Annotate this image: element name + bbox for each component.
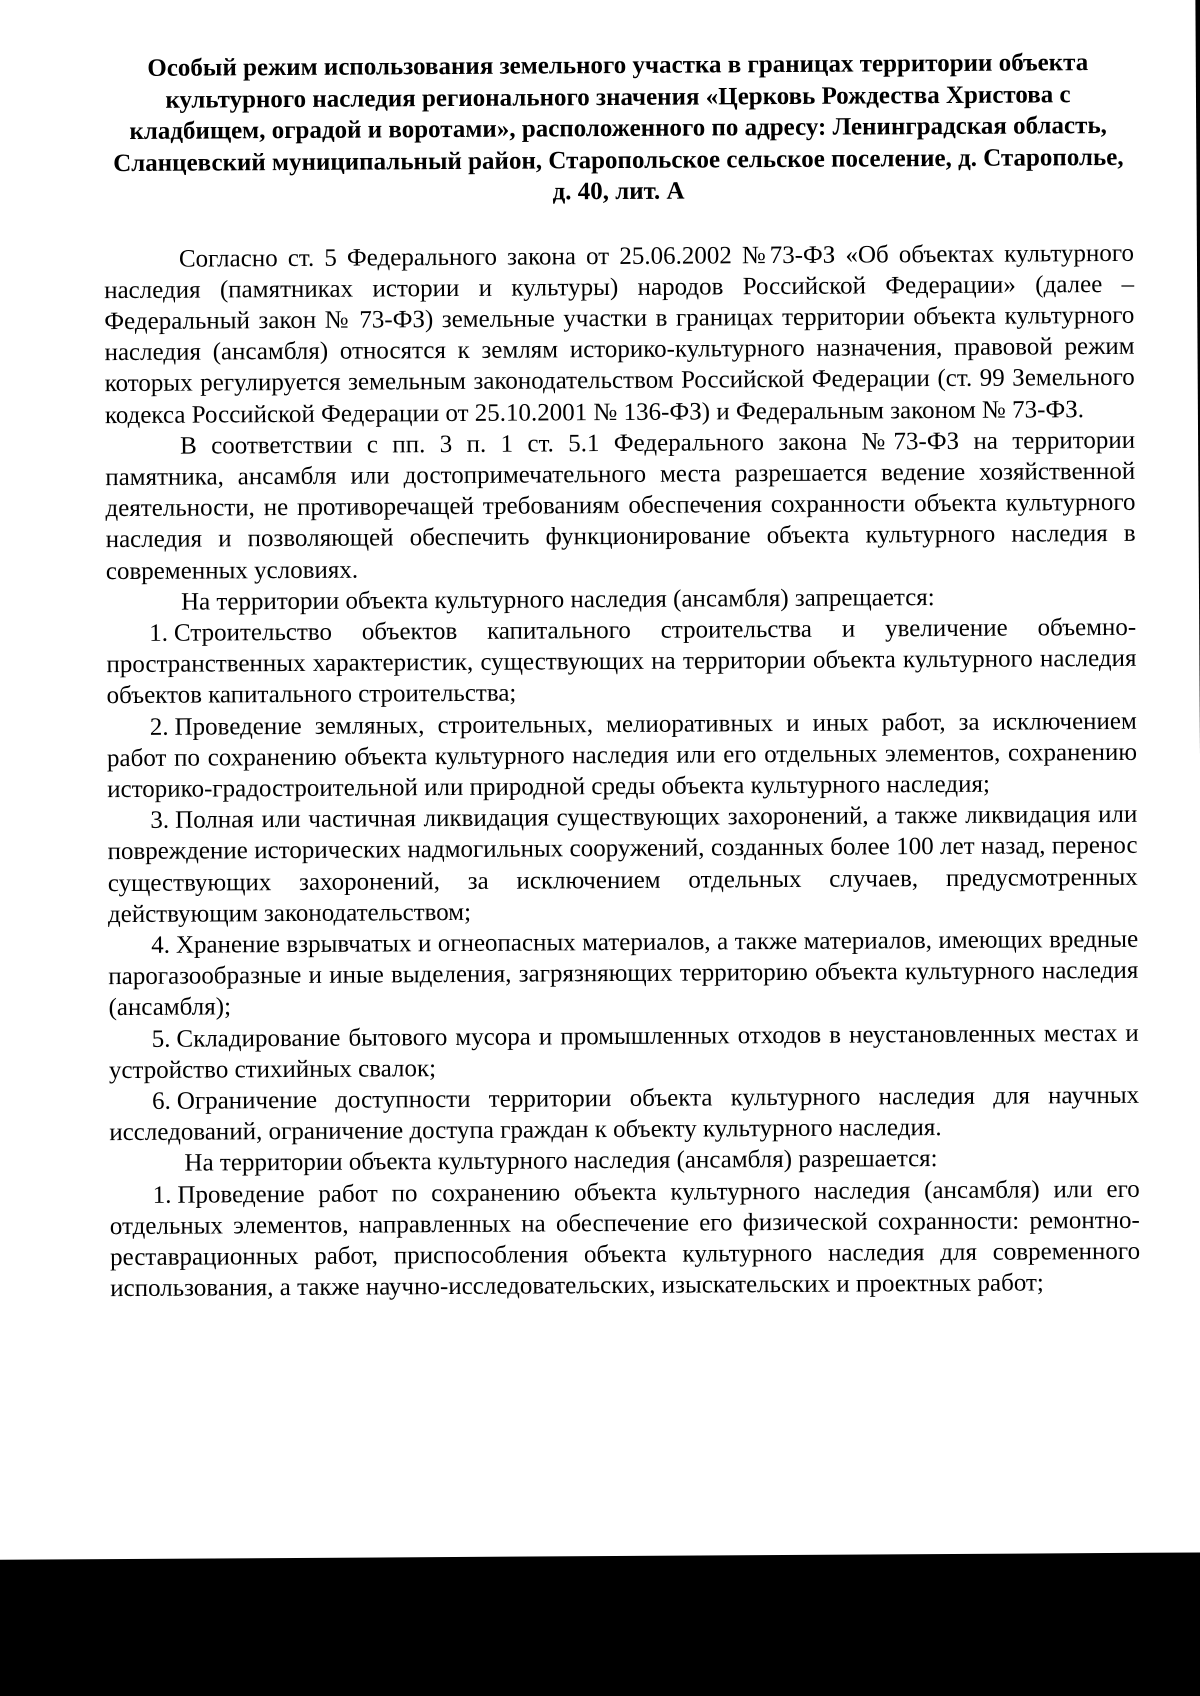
item-number: 1. [152, 1181, 172, 1209]
item-number: 3. [150, 806, 170, 835]
item-number: 2. [149, 713, 169, 741]
item-number: 5. [151, 1025, 171, 1053]
item-text: Строительство объектов капитального строительства и увеличение объемно-пространственных характеристик, существующих на территории объекта культурного наследия объектов капитального строительства; [106, 613, 1137, 710]
prohibited-item [106, 612, 1137, 712]
document-title: Особый режим использования земельного участка в границах территории объекта культурного наследия регионального значения «Церковь Рождества Христова с кладбищем, оградой и воротами», расположенного по адресу: Ленинградская область, Сланцевский муниципальный район, Старопольское сельское поселение, д. Старополье, д. 40, лит. А [113, 49, 1124, 206]
permitted-item [110, 1173, 1141, 1304]
item-text: Проведение работ по сохранению объекта культурного наследия (ансамбля) или его отдельных элементов, направленных на обеспечение его физической сохранности: ремонтно-реставрационных работ, приспособления объекта культурного наследия для современного использования, а также научно-исследовательских, изыскательских и проектных работ; [109, 1175, 1141, 1303]
item-text: Ограничение доступности территории объекта культурного наследия для научных исследований, ограничение доступа граждан к объекту культурного наследия. [109, 1081, 1140, 1147]
prohibited-heading: На территории объекта культурного наследия (ансамбля) запрещается: [180, 583, 935, 616]
paragraph-legal-basis: Согласно ст. 5 Федерального закона от 25.06.2002 №73-ФЗ «Об объектах культурного наследия (памятниках истории и культуры) народов Российской Федерации» (далее – Федеральный закон № 73-ФЗ) земельные участки в границах территории объекта культурного наследия (ансамбля) относятся к землям историко-культурного назначения, правовой режим которых регулируется земельным законодательством Российской Федерации (ст. 99 Земельного кодекса Российской Федерации от 25.10.2001 № 136-ФЗ) и Федеральным законом № 73-ФЗ. [104, 239, 1135, 429]
permitted-list [110, 1173, 1141, 1304]
prohibited-list [106, 612, 1139, 1149]
prohibited-item [109, 1017, 1139, 1086]
prohibited-item [108, 924, 1139, 1024]
item-text: Хранение взрывчатых и огнеопасных материалов, а также материалов, имеющих вредные парогазообразные и иные выделения, загрязняющих территорию объекта культурного наследия (ансамбля); [108, 925, 1139, 1022]
prohibited-item [109, 1080, 1139, 1149]
document-body [103, 47, 1141, 1305]
prohibited-item [107, 705, 1138, 805]
prohibited-item [107, 799, 1138, 930]
item-text: Складирование бытового мусора и промышленных отходов в неустановленных местах и устройство стихийных свалок; [108, 1019, 1139, 1084]
item-number: 6. [152, 1087, 171, 1115]
item-number: 4. [151, 931, 170, 959]
item-text: Проведение земляных, строительных, мелиоративных и иных работ, за исключением работ по сохранению объекта культурного наследия или его отдельных элементов, сохранению историко-градостроительной или природной среды объекта культурного наследия; [106, 707, 1138, 804]
permitted-heading: На территории объекта культурного наследия (ансамбля) разрешается: [184, 1145, 938, 1178]
item-number: 1. [149, 619, 169, 647]
paragraph-economic-activity: В соответствии с пп. 3 п. 1 ст. 5.1 Федерального закона №73-ФЗ на территории памятника, ансамбля или достопримечательного места разрешается ведение хозяйственной деятельности, не противоречащей требованиям обеспечения сохранности объекта культурного наследия и позволяющей обеспечить функционирование объекта культурного наследия в современных условиях. [105, 426, 1136, 585]
item-text: Полная или частичная ликвидация существующих захоронений, а также ликвидация или повреждение исторических надмогильных сооружений, созданных более 100 лет назад, перенос существующих захоронений, за исключением отдельных случаев, предусмотренных действующим законодательством; [107, 800, 1138, 928]
